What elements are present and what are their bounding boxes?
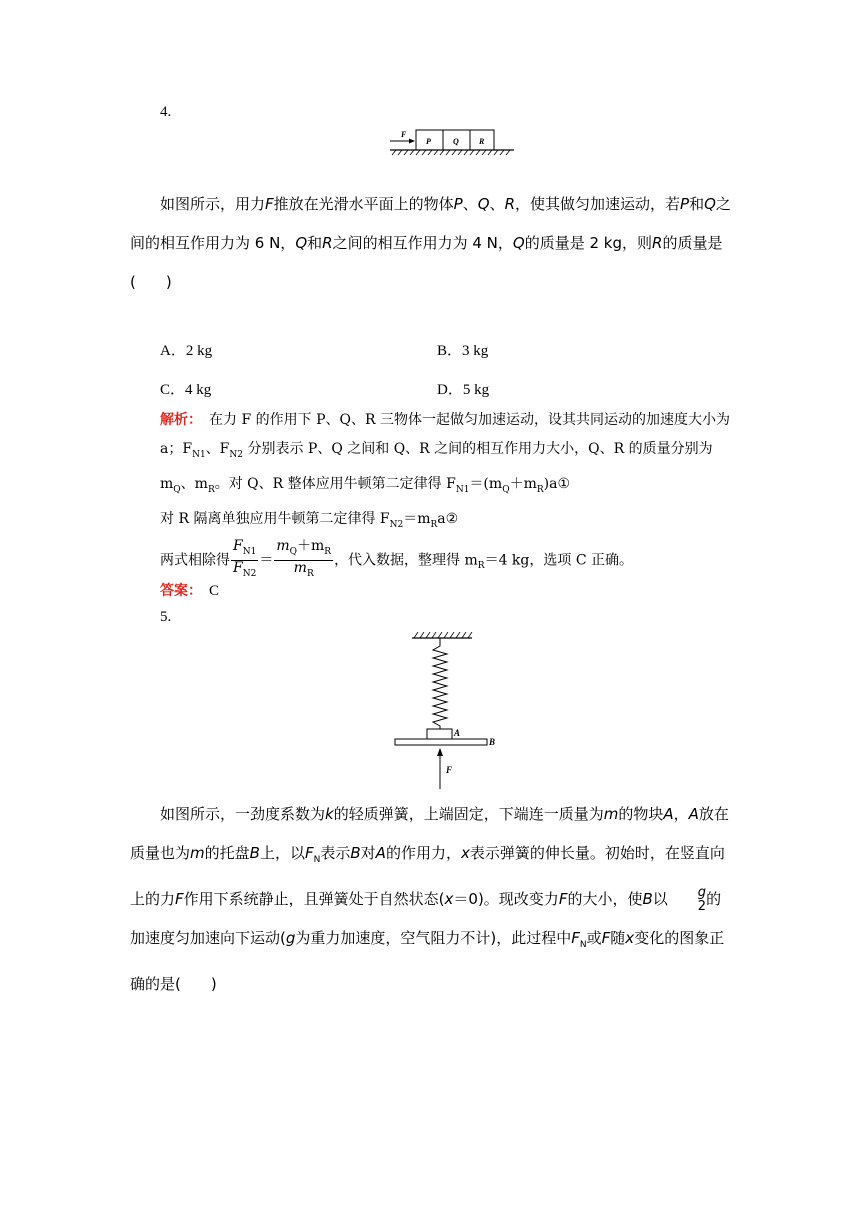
q4-blocks-figure bbox=[388, 128, 518, 156]
q4-answer bbox=[160, 580, 219, 600]
label-f: F bbox=[446, 765, 453, 775]
option-a[interactable]: A．2 kg bbox=[160, 343, 213, 359]
option-c[interactable]: C．4 kg bbox=[160, 382, 212, 398]
q5-spring-figure bbox=[390, 632, 510, 792]
g-over-2-fraction: g 2 bbox=[697, 885, 707, 914]
q4-solution: 解析： 在力 F 的作用下 P、Q、R 三物体一起做匀加速运动，设其共同运动的加速度大小为 a；$F_{N1}$、$F_{N2}$ 分别表示 P、Q 之间和 Q、R 之间的相互作用力大小，Q、R 的质量分别为 $m_Q$、$m_R$。对 Q、R 整体应用牛顿第二定律得 $F_{N1}=(m_Q+m_R)a①$ 对 R 隔离单独应用牛顿第二定律得 $F_{N2}=m_Ra②$ 两式相除得 $\frac{F_{N1}}{F_{N2}}$ ＝ $\frac{m_Q+m_R}{m_R}$ ，代入数据，整理得 $m_R=4$ kg，选项 C 正确。 bbox=[160, 406, 736, 585]
label-a: A bbox=[454, 728, 461, 738]
option-b[interactable]: B．3 kg bbox=[437, 343, 489, 359]
question-4-stem: 如图所示，用力F推放在光滑水平面上的物体P、Q、R，使其做匀加速运动，若P和Q之间的相互作用力为 6 N，Q和R之间的相互作用力为 4 N，Q的质量是 2 kg，则R的质量是( ) bbox=[130, 195, 731, 291]
label-p: P bbox=[426, 137, 431, 146]
solution-label: 解析： bbox=[160, 412, 195, 428]
block-a bbox=[427, 729, 452, 739]
label-b: B bbox=[489, 737, 496, 747]
question-5-number: 5. bbox=[160, 609, 172, 625]
question-4-number: 4. bbox=[160, 104, 172, 120]
answer-value: C bbox=[209, 583, 220, 599]
fraction-masses: $\frac{m_Q+m_R}{m_R}$ bbox=[276, 538, 332, 579]
force-label: F bbox=[401, 130, 407, 139]
question-5-stem: 如图所示，一劲度系数为k的轻质弹簧，上端固定，下端连一质量为m的物块A，A放在质量也为m的托盘B上，以$F_N$表示B对A的作用力，x表示弹簧的伸长量。初始时，在竖直向上的力F作用下系统静止，且弹簧处于自然状态(x＝0)。现改变力F的大小，使B以 g 2 的加速度匀加速向下运动(g为重力加速度，空气阻力不计)，此过程中$F_N$或F随x变化的图象正确的是( ) bbox=[130, 805, 729, 993]
answer-label: 答案： bbox=[160, 583, 195, 599]
plate-b bbox=[395, 739, 487, 745]
option-d[interactable]: D．5 kg bbox=[437, 382, 490, 398]
label-q: Q bbox=[453, 137, 459, 146]
label-r: R bbox=[479, 137, 485, 146]
fraction-forces: $\frac{F_{N1}}{F_{N2}}$ bbox=[233, 538, 257, 579]
spring bbox=[433, 638, 447, 729]
